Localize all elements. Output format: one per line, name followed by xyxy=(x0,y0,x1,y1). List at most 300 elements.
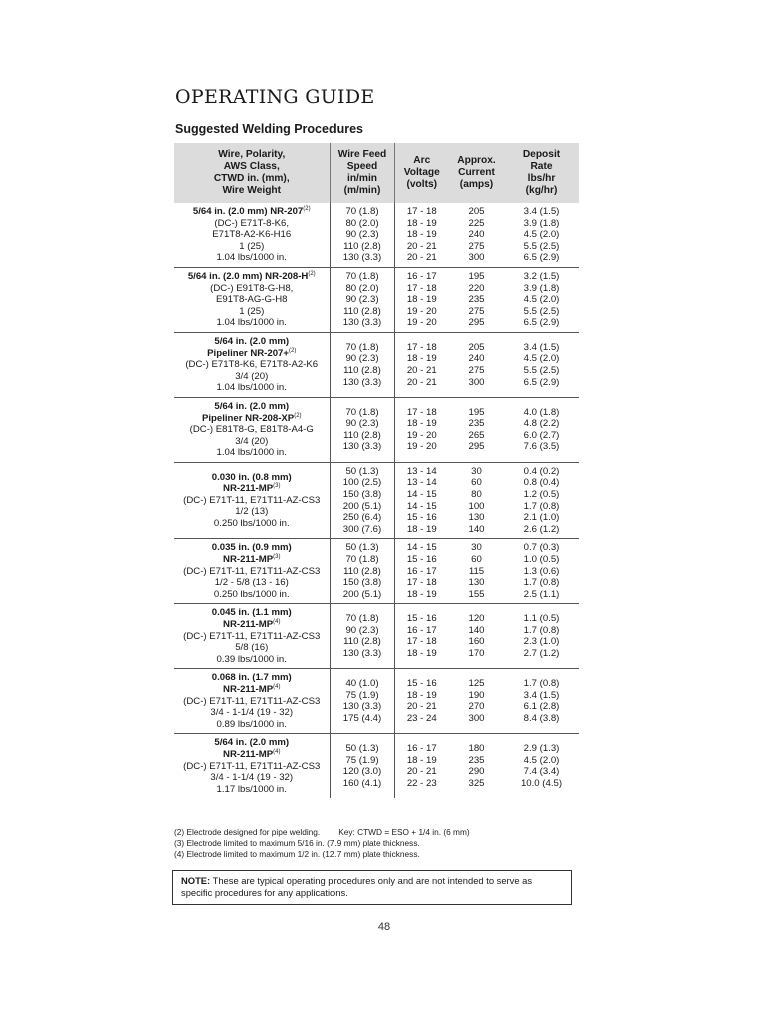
value-line: 7.6 (3.5) xyxy=(523,441,560,453)
wire-spec-line xyxy=(176,554,328,566)
value-line: 1.3 (0.6) xyxy=(523,565,560,577)
value-line: 0.8 (0.4) xyxy=(523,477,560,489)
header-wire-feed-speed xyxy=(330,143,394,203)
arc-voltage-cell xyxy=(394,332,449,397)
value-line: 3.4 (1.5) xyxy=(523,689,560,701)
note-text: These are typical operating procedures only and are not intended to serve as specific procedures for any applications. xyxy=(181,875,533,898)
deposit-rate-cell xyxy=(504,462,579,539)
wire-spec-cell xyxy=(174,332,330,397)
value-line: 70 (1.8) xyxy=(345,554,379,566)
value-line: 2.5 (1.1) xyxy=(523,588,560,600)
header-line: Speed xyxy=(346,161,378,172)
wire-spec-text: 3/4 (20) xyxy=(235,435,269,447)
wire-spec-text: 0.250 lbs/1000 in. xyxy=(213,518,290,530)
value-line: 175 (4.4) xyxy=(342,712,382,724)
header-line: Approx. xyxy=(457,155,496,166)
wire-spec-text: (DC-) E71T-11, E71T11-AZ-CS3 xyxy=(183,565,321,577)
value-line: 1.7 (0.8) xyxy=(523,678,560,690)
value-line: 2.3 (1.0) xyxy=(523,636,560,648)
value-line: 6.5 (2.9) xyxy=(523,376,560,388)
current-cell xyxy=(449,462,504,539)
value-line: 130 (3.3) xyxy=(342,701,382,713)
header-line: Wire Feed xyxy=(337,149,387,160)
wire-spec-line xyxy=(176,642,328,654)
value-line: 80 (2.0) xyxy=(345,282,379,294)
wire-spec-line xyxy=(176,371,328,383)
value-line: 75 (1.9) xyxy=(345,689,379,701)
value-line: 15 - 16 xyxy=(406,613,437,625)
wire-spec-text: (DC-) E71T8-K6, E71T8-A2-K6 xyxy=(185,359,319,371)
value-line: 1.0 (0.5) xyxy=(523,554,560,566)
wire-feed-speed-cell xyxy=(330,669,394,734)
wire-spec-text: (DC-) E71T-11, E71T11-AZ-CS3 xyxy=(183,494,321,506)
deposit-rate-cell xyxy=(504,397,579,462)
wire-spec-text: 3/4 - 1-1/4 (19 - 32) xyxy=(210,772,294,784)
value-line: 130 (3.3) xyxy=(342,647,382,659)
value-line: 6.1 (2.8) xyxy=(523,701,560,713)
value-line: 15 - 16 xyxy=(406,678,437,690)
welding-procedures-table xyxy=(174,143,579,798)
value-line: 19 - 20 xyxy=(406,429,437,441)
value-line: 17 - 18 xyxy=(406,636,437,648)
value-line: 300 xyxy=(468,376,485,388)
value-line: 110 (2.8) xyxy=(343,429,381,441)
current-cell xyxy=(449,539,504,604)
wire-spec-text: 5/64 in. (2.0 mm) NR-208-H xyxy=(187,270,309,282)
value-line: 275 xyxy=(468,240,485,252)
value-line: 14 - 15 xyxy=(406,489,437,501)
header-line: in/min xyxy=(347,173,377,184)
wire-spec-text: 1 (25) xyxy=(239,305,265,317)
value-line: 4.5 (2.0) xyxy=(523,754,560,766)
value-line: 240 xyxy=(468,229,485,241)
value-line: 20 - 21 xyxy=(406,376,437,388)
wire-feed-speed-cell xyxy=(330,267,394,332)
wire-spec-text: NR-211-MP xyxy=(223,683,274,695)
value-line: 120 (3.0) xyxy=(342,766,382,778)
value-line: 20 - 21 xyxy=(406,766,437,778)
wire-spec-text: NR-211-MP xyxy=(223,483,274,495)
value-line: 5.5 (2.5) xyxy=(523,364,560,376)
footnote-ref: (2) xyxy=(308,270,316,277)
value-line: 17 - 18 xyxy=(406,406,437,418)
wire-spec-text: E71T8-A2-K6-H16 xyxy=(212,229,292,241)
wire-feed-speed-cell xyxy=(330,462,394,539)
arc-voltage-cell xyxy=(394,604,449,669)
header-line: (kg/hr) xyxy=(525,185,558,196)
wire-spec-line xyxy=(176,436,328,448)
value-line: 15 - 16 xyxy=(406,512,437,524)
value-line: 1.7 (0.8) xyxy=(523,577,560,589)
value-line: 17 - 18 xyxy=(406,341,437,353)
wire-spec-line xyxy=(176,495,328,507)
value-line: 265 xyxy=(468,429,485,441)
wire-spec-line xyxy=(176,483,328,495)
header-line: (m/min) xyxy=(343,185,381,196)
value-line: 4.5 (2.0) xyxy=(523,353,560,365)
table-row xyxy=(174,462,579,539)
current-cell xyxy=(449,604,504,669)
header-line: Wire, Polarity, xyxy=(218,149,286,160)
value-line: 22 - 23 xyxy=(406,777,437,789)
value-line: 90 (2.3) xyxy=(345,624,379,636)
footnote-3: (3) Electrode limited to maximum 5/16 in. (7.9 mm) plate thickness. xyxy=(174,838,420,848)
value-line: 70 (1.8) xyxy=(345,406,379,418)
value-line: 7.4 (3.4) xyxy=(523,766,560,778)
wire-spec-text: (DC-) E81T8-G, E81T8-A4-G xyxy=(189,424,314,436)
wire-spec-line xyxy=(176,472,328,484)
arc-voltage-cell xyxy=(394,539,449,604)
footnote-2: (2) Electrode designed for pipe welding. xyxy=(174,827,321,837)
value-line: 40 (1.0) xyxy=(345,678,379,690)
value-line: 16 - 17 xyxy=(406,743,437,755)
note-box xyxy=(172,870,572,905)
header-approx-current xyxy=(449,143,504,203)
wire-spec-line xyxy=(176,696,328,708)
wire-feed-speed-cell xyxy=(330,539,394,604)
arc-voltage-cell xyxy=(394,267,449,332)
current-cell xyxy=(449,397,504,462)
deposit-rate-cell xyxy=(504,332,579,397)
wire-spec-text: 0.250 lbs/1000 in. xyxy=(213,588,290,600)
wire-spec-text: (DC-) E91T8-G-H8, xyxy=(210,282,294,294)
value-line: 100 xyxy=(468,500,485,512)
wire-spec-text: 0.89 lbs/1000 in. xyxy=(216,718,287,730)
value-line: 110 (2.8) xyxy=(343,364,381,376)
table-row xyxy=(174,267,579,332)
wire-spec-cell xyxy=(174,267,330,332)
wire-spec-text: 1/2 - 5/8 (13 - 16) xyxy=(214,577,289,589)
deposit-rate-cell xyxy=(504,203,579,267)
wire-spec-text: (DC-) E71T-11, E71T11-AZ-CS3 xyxy=(183,760,321,772)
value-line: 2.6 (1.2) xyxy=(523,523,560,535)
wire-spec-text: 1.17 lbs/1000 in. xyxy=(216,783,287,795)
wire-spec-line xyxy=(176,761,328,773)
wire-spec-text: 1 (25) xyxy=(239,240,265,252)
wire-spec-line xyxy=(176,447,328,459)
value-line: 110 (2.8) xyxy=(343,636,381,648)
deposit-rate-cell xyxy=(504,734,579,798)
wire-spec-text: 0.030 in. (0.8 mm) xyxy=(211,471,292,483)
value-line: 70 (1.8) xyxy=(345,613,379,625)
value-line: 130 (3.3) xyxy=(342,252,382,264)
wire-spec-text: 1/2 (13) xyxy=(235,506,269,518)
value-line: 100 (2.5) xyxy=(342,477,382,489)
value-line: 6.5 (2.9) xyxy=(523,252,560,264)
arc-voltage-cell xyxy=(394,203,449,267)
value-line: 18 - 19 xyxy=(406,588,437,600)
value-line: 130 xyxy=(468,512,485,524)
table-row xyxy=(174,203,579,267)
wire-spec-line xyxy=(176,317,328,329)
value-line: 3.9 (1.8) xyxy=(523,217,560,229)
value-line: 195 xyxy=(468,270,485,282)
wire-spec-line xyxy=(176,506,328,518)
note-label: NOTE: xyxy=(181,875,211,886)
wire-spec-cell xyxy=(174,734,330,798)
wire-spec-line xyxy=(176,401,328,413)
footnote-ref: (3) xyxy=(273,483,281,490)
value-line: 295 xyxy=(468,317,485,329)
wire-spec-text: Pipeliner NR-207+ xyxy=(207,347,289,359)
wire-spec-line xyxy=(176,631,328,643)
wire-spec-line xyxy=(176,518,328,530)
value-line: 70 (1.8) xyxy=(345,270,379,282)
value-line: 13 - 14 xyxy=(406,465,437,477)
value-line: 18 - 19 xyxy=(406,229,437,241)
value-line: 110 (2.8) xyxy=(343,565,381,577)
wire-feed-speed-cell xyxy=(330,604,394,669)
footnote-ref: (2) xyxy=(303,205,311,212)
wire-spec-text: 1.04 lbs/1000 in. xyxy=(216,252,287,264)
wire-spec-line xyxy=(176,229,328,241)
value-line: 240 xyxy=(468,353,485,365)
value-line: 90 (2.3) xyxy=(345,418,379,430)
page-title: OPERATING GUIDE xyxy=(175,86,375,108)
wire-spec-line xyxy=(176,252,328,264)
header-line: Rate xyxy=(530,161,553,172)
header-wire xyxy=(174,143,330,203)
value-line: 18 - 19 xyxy=(406,217,437,229)
value-line: 140 xyxy=(468,523,485,535)
wire-spec-line xyxy=(176,619,328,631)
wire-spec-line xyxy=(176,607,328,619)
wire-feed-speed-cell xyxy=(330,734,394,798)
wire-spec-text: 5/64 in. (2.0 mm) xyxy=(214,737,290,749)
arc-voltage-cell xyxy=(394,462,449,539)
deposit-rate-cell xyxy=(504,604,579,669)
value-line: 18 - 19 xyxy=(406,523,437,535)
value-line: 75 (1.9) xyxy=(345,754,379,766)
table-header-row xyxy=(174,143,579,203)
value-line: 235 xyxy=(468,754,485,766)
wire-spec-cell xyxy=(174,669,330,734)
value-line: 0.4 (0.2) xyxy=(523,465,560,477)
value-line: 20 - 21 xyxy=(406,701,437,713)
value-line: 110 (2.8) xyxy=(343,305,381,317)
value-line: 1.1 (0.5) xyxy=(523,613,560,625)
section-subtitle: Suggested Welding Procedures xyxy=(175,122,364,136)
wire-spec-line xyxy=(176,749,328,761)
value-line: 295 xyxy=(468,441,485,453)
value-line: 130 (3.3) xyxy=(342,441,382,453)
value-line: 90 (2.3) xyxy=(345,229,379,241)
wire-spec-line xyxy=(176,542,328,554)
header-line: Voltage xyxy=(403,167,440,178)
wire-feed-speed-cell xyxy=(330,203,394,267)
value-line: 205 xyxy=(468,341,485,353)
wire-spec-line xyxy=(176,241,328,253)
wire-spec-text: 5/64 in. (2.0 mm) xyxy=(214,335,290,347)
wire-spec-text: 0.045 in. (1.1 mm) xyxy=(211,607,292,619)
value-line: 10.0 (4.5) xyxy=(520,777,563,789)
wire-spec-line xyxy=(176,348,328,360)
value-line: 60 xyxy=(471,477,482,489)
value-line: 160 xyxy=(468,636,485,648)
page-number: 48 xyxy=(377,921,391,933)
header-line: Wire Weight xyxy=(222,185,282,196)
wire-spec-line xyxy=(176,336,328,348)
footnote-ref: (4) xyxy=(273,618,281,625)
wire-spec-line xyxy=(176,684,328,696)
value-line: 70 (1.8) xyxy=(345,206,379,217)
value-line: 17 - 18 xyxy=(406,577,437,589)
deposit-rate-cell xyxy=(504,539,579,604)
value-line: 18 - 19 xyxy=(406,754,437,766)
wire-spec-text: 3/4 (20) xyxy=(235,370,269,382)
value-line: 250 (6.4) xyxy=(342,512,382,524)
wire-spec-line xyxy=(176,424,328,436)
header-line: (volts) xyxy=(406,179,438,190)
value-line: 225 xyxy=(468,217,485,229)
header-line: Current xyxy=(458,167,495,178)
table-row xyxy=(174,539,579,604)
value-line: 200 (5.1) xyxy=(342,588,382,600)
wire-spec-text: 0.39 lbs/1000 in. xyxy=(216,653,287,665)
value-line: 18 - 19 xyxy=(406,689,437,701)
wire-spec-text: NR-211-MP xyxy=(223,748,274,760)
value-line: 16 - 17 xyxy=(406,624,437,636)
value-line: 130 xyxy=(468,577,485,589)
table-row xyxy=(174,604,579,669)
value-line: 18 - 19 xyxy=(406,647,437,659)
wire-spec-text: 5/64 in. (2.0 mm) NR-207 xyxy=(192,206,304,217)
value-line: 160 (4.1) xyxy=(342,777,382,789)
value-line: 50 (1.3) xyxy=(345,542,379,554)
wire-spec-text: 0.068 in. (1.7 mm) xyxy=(211,672,292,684)
table-row xyxy=(174,734,579,798)
value-line: 19 - 20 xyxy=(406,305,437,317)
wire-spec-line xyxy=(176,382,328,394)
value-line: 18 - 19 xyxy=(406,418,437,430)
value-line: 3.4 (1.5) xyxy=(523,206,560,217)
value-line: 1.7 (0.8) xyxy=(523,624,560,636)
value-line: 2.7 (1.2) xyxy=(523,647,560,659)
value-line: 150 (3.8) xyxy=(342,489,382,501)
value-line: 80 (2.0) xyxy=(345,217,379,229)
wire-spec-text: 1.04 lbs/1000 in. xyxy=(216,447,287,459)
value-line: 300 (7.6) xyxy=(342,523,382,535)
arc-voltage-cell xyxy=(394,734,449,798)
value-line: 70 (1.8) xyxy=(345,341,379,353)
header-line: Arc xyxy=(413,155,431,166)
value-line: 2.1 (1.0) xyxy=(523,512,560,524)
footnotes xyxy=(174,827,470,860)
value-line: 19 - 20 xyxy=(406,317,437,329)
wire-feed-speed-cell xyxy=(330,397,394,462)
header-arc-voltage xyxy=(394,143,449,203)
wire-spec-text: E91T8-AG-G-H8 xyxy=(216,294,288,306)
wire-spec-line xyxy=(176,577,328,589)
value-line: 110 (2.8) xyxy=(343,240,381,252)
value-line: 13 - 14 xyxy=(406,477,437,489)
value-line: 16 - 17 xyxy=(406,565,437,577)
wire-spec-cell xyxy=(174,539,330,604)
value-line: 14 - 15 xyxy=(406,542,437,554)
wire-spec-text: 1.04 lbs/1000 in. xyxy=(216,317,287,329)
wire-spec-line xyxy=(176,772,328,784)
current-cell xyxy=(449,267,504,332)
footnote-4: (4) Electrode limited to maximum 1/2 in. (12.7 mm) plate thickness. xyxy=(174,849,420,859)
value-line: 180 xyxy=(468,743,485,755)
footnote-ref: (4) xyxy=(273,748,281,755)
current-cell xyxy=(449,734,504,798)
wire-spec-text: 5/8 (16) xyxy=(235,642,269,654)
table-row xyxy=(174,669,579,734)
value-line: 18 - 19 xyxy=(406,353,437,365)
value-line: 235 xyxy=(468,418,485,430)
header-line: Deposit xyxy=(522,149,561,160)
value-line: 220 xyxy=(468,282,485,294)
arc-voltage-cell xyxy=(394,669,449,734)
value-line: 23 - 24 xyxy=(406,712,437,724)
wire-spec-line xyxy=(176,283,328,295)
deposit-rate-cell xyxy=(504,267,579,332)
wire-spec-line xyxy=(176,672,328,684)
value-line: 120 xyxy=(468,613,485,625)
value-line: 0.7 (0.3) xyxy=(523,542,560,554)
table-row xyxy=(174,397,579,462)
value-line: 8.4 (3.8) xyxy=(523,712,560,724)
value-line: 30 xyxy=(471,465,482,477)
wire-spec-line xyxy=(176,707,328,719)
value-line: 115 xyxy=(468,565,485,577)
value-line: 205 xyxy=(468,206,485,217)
value-line: 325 xyxy=(468,777,485,789)
value-line: 90 (2.3) xyxy=(345,294,379,306)
value-line: 290 xyxy=(468,766,485,778)
wire-spec-line xyxy=(176,359,328,371)
wire-spec-text: (DC-) E71T-11, E71T11-AZ-CS3 xyxy=(183,695,321,707)
wire-spec-text: NR-211-MP xyxy=(223,554,274,566)
value-line: 50 (1.3) xyxy=(345,465,379,477)
value-line: 3.2 (1.5) xyxy=(523,270,560,282)
header-line: AWS Class, xyxy=(223,161,280,172)
wire-spec-line xyxy=(176,206,328,218)
value-line: 90 (2.3) xyxy=(345,353,379,365)
value-line: 4.5 (2.0) xyxy=(523,294,560,306)
wire-spec-line xyxy=(176,566,328,578)
wire-spec-line xyxy=(176,589,328,601)
value-line: 2.9 (1.3) xyxy=(523,743,560,755)
value-line: 130 (3.3) xyxy=(342,376,382,388)
value-line: 30 xyxy=(471,542,482,554)
value-line: 6.5 (2.9) xyxy=(523,317,560,329)
wire-spec-cell xyxy=(174,604,330,669)
table-body xyxy=(174,203,579,798)
deposit-rate-cell xyxy=(504,669,579,734)
value-line: 170 xyxy=(468,647,485,659)
wire-spec-text: 1.04 lbs/1000 in. xyxy=(216,382,287,394)
wire-feed-speed-cell xyxy=(330,332,394,397)
wire-spec-line xyxy=(176,784,328,796)
current-cell xyxy=(449,669,504,734)
value-line: 80 xyxy=(471,489,482,501)
footnote-line xyxy=(174,827,470,838)
value-line: 60 xyxy=(471,554,482,566)
value-line: 3.4 (1.5) xyxy=(523,341,560,353)
footnote-ref: (4) xyxy=(273,683,281,690)
wire-spec-text: (DC-) E71T-8-K6, xyxy=(214,217,290,229)
ctwd-key: Key: CTWD = ESO + 1/4 in. (6 mm) xyxy=(338,827,470,837)
value-line: 16 - 17 xyxy=(406,270,437,282)
wire-spec-cell xyxy=(174,397,330,462)
value-line: 6.0 (2.7) xyxy=(523,429,560,441)
value-line: 140 xyxy=(468,624,485,636)
value-line: 4.8 (2.2) xyxy=(523,418,560,430)
footnote-ref: (2) xyxy=(289,347,297,354)
value-line: 5.5 (2.5) xyxy=(523,305,560,317)
